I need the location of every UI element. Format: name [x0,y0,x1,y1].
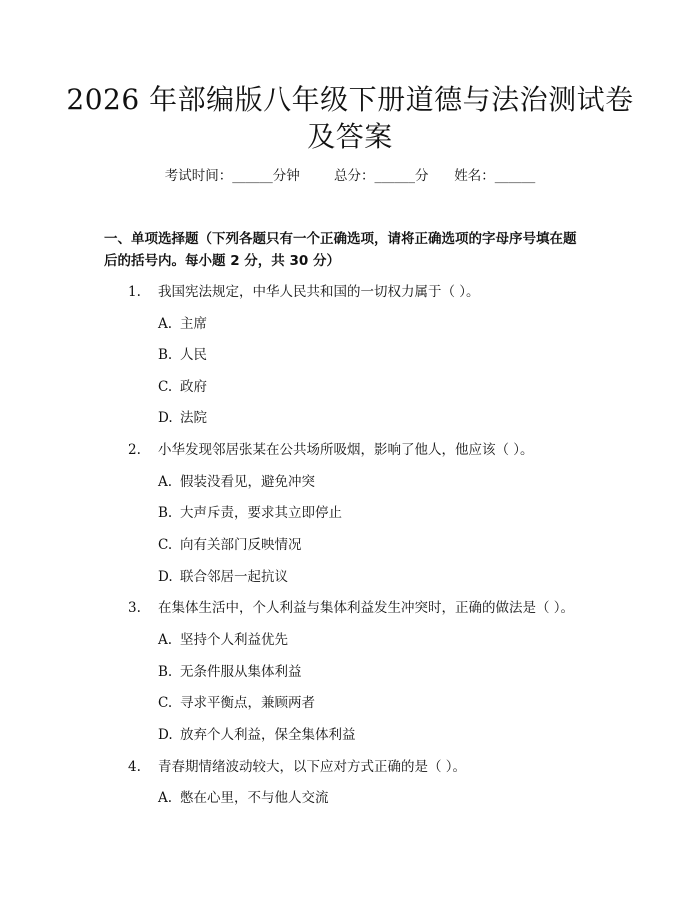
option-letter: B. [158,505,173,521]
section-heading-line2: 后的括号内。每小题 2 分，共 30 分） [104,253,340,269]
section-heading-line1: 一、单项选择题（下列各题只有一个正确选项，请将正确选项的字母序号填在题 [104,231,577,247]
question-text: 我国宪法规定，中华人民共和国的一切权力属于（ ）。 [158,284,480,300]
question-number: 3. [128,600,141,616]
option-letter: D. [158,410,173,426]
question-number: 1. [128,284,141,300]
option-2d [158,567,288,587]
option-text: 法院 [180,410,207,426]
exam-info-line [0,166,700,186]
option-4a [158,788,329,808]
option-letter: D. [158,727,173,743]
document-title-line2: 及答案 [307,120,393,153]
option-text: 无条件服从集体利益 [180,664,302,680]
option-text: 憋在心里，不与他人交流 [180,790,329,806]
option-2a [158,472,315,492]
question-text: 在集体生活中，个人利益与集体利益发生冲突时，正确的做法是（ ）。 [158,600,575,616]
question-2 [128,440,648,460]
option-text: 联合邻居一起抗议 [180,569,288,585]
total-score-unit: 分 [415,168,429,184]
option-letter: B. [158,664,173,680]
option-1a [158,314,207,334]
exam-time-label: 考试时间： [164,168,233,184]
option-letter: C. [158,537,173,553]
question-number: 2. [128,442,141,458]
option-1d [158,408,207,428]
question-text: 小华发现邻居张某在公共场所吸烟，影响了他人，他应该（ ）。 [158,442,534,458]
name-blank: ______ [494,168,536,184]
option-letter: A. [158,474,173,490]
option-text: 假装没看见，避免冲突 [180,474,315,490]
option-letter: B. [158,347,173,363]
option-text: 政府 [180,379,207,395]
option-2b [158,503,342,523]
option-letter: A. [158,632,173,648]
exam-time-blank: ______ [232,168,273,184]
question-number: 4. [128,759,141,775]
option-text: 人民 [180,347,207,363]
option-letter: C. [158,695,173,711]
option-letter: A. [158,316,173,332]
option-text: 主席 [180,316,207,332]
exam-time-unit: 分钟 [272,168,300,184]
total-score-label: 总分： [334,168,375,184]
question-text: 青春期情绪波动较大，以下应对方式正确的是（ ）。 [158,759,467,775]
question-3 [128,598,648,618]
option-letter: C. [158,379,173,395]
question-4 [128,757,648,777]
option-1c [158,377,207,397]
option-3d [158,725,356,745]
option-text: 向有关部门反映情况 [180,537,302,553]
option-3c [158,693,315,713]
name-label: 姓名： [454,168,495,184]
option-1b [158,345,207,365]
option-text: 放弃个人利益，保全集体利益 [180,727,356,743]
option-text: 寻求平衡点，兼顾两者 [180,695,315,711]
option-text: 大声斥责，要求其立即停止 [180,505,342,521]
question-1 [128,282,648,302]
option-3b [158,662,302,682]
option-2c [158,535,302,555]
option-letter: A. [158,790,173,806]
document-title-line1: 2026 年部编版八年级下册道德与法治测试卷 [66,83,634,116]
option-letter: D. [158,569,173,585]
option-text: 坚持个人利益优先 [180,632,288,648]
option-3a [158,630,288,650]
total-score-blank: ______ [374,168,416,184]
